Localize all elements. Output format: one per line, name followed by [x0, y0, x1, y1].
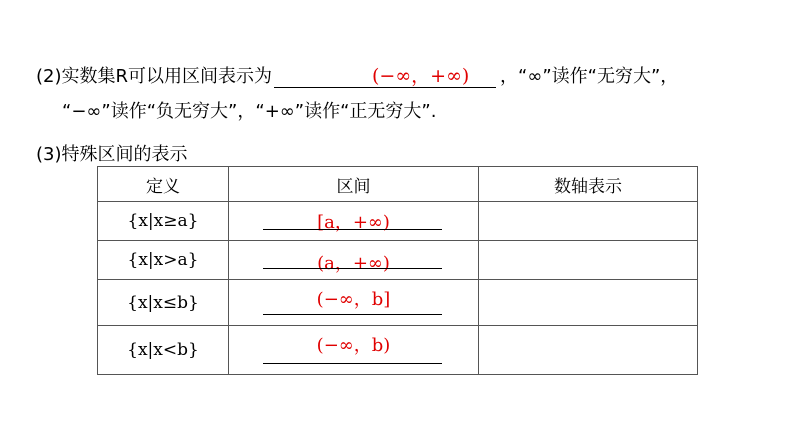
interval-cell[interactable] [229, 280, 479, 326]
q2-line-2: “−∞”读作“负无穷大”，“+∞”读作“正无穷大”. [62, 101, 437, 122]
answer-underline [263, 229, 442, 230]
number-line-cell[interactable] [479, 241, 698, 280]
q2-prompt: (2)实数集R可以用区间表示为 [36, 66, 273, 87]
definition-cell: {x|x≤b} [98, 280, 229, 326]
answer-underline [263, 363, 442, 364]
number-line-cell[interactable] [479, 326, 698, 375]
definition-cell: {x|x<b} [98, 326, 229, 375]
section-3-title: (3)特殊区间的表示 [36, 144, 188, 165]
definition-cell: {x|x≥a} [98, 202, 229, 241]
interval-cell[interactable] [229, 326, 479, 375]
interval-cell[interactable] [229, 241, 479, 280]
interval-answer: [a，+∞) [317, 212, 390, 233]
number-line-cell[interactable] [479, 202, 698, 241]
q2-infinity-note: ，“∞”读作“无穷大”， [500, 66, 679, 87]
header-definition: 定义 [98, 167, 229, 202]
interval-answer: (a，+∞) [317, 253, 390, 274]
q2-answer-blank[interactable] [274, 67, 496, 88]
table-header-row [98, 167, 698, 202]
interval-answer: (−∞，b) [316, 335, 391, 356]
definition-cell: {x|x>a} [98, 241, 229, 280]
interval-answer: (−∞，b] [316, 289, 391, 310]
header-number-line: 数轴表示 [479, 167, 698, 202]
table-row [98, 202, 698, 241]
table-row [98, 241, 698, 280]
q2-answer: (−∞，+∞) [372, 65, 470, 87]
table-row [98, 280, 698, 326]
answer-underline [263, 314, 442, 315]
table-row [98, 326, 698, 375]
header-interval: 区间 [229, 167, 479, 202]
interval-cell[interactable] [229, 202, 479, 241]
q2-line-1 [36, 62, 678, 88]
number-line-cell[interactable] [479, 280, 698, 326]
interval-table [97, 166, 698, 375]
answer-underline [263, 268, 442, 269]
